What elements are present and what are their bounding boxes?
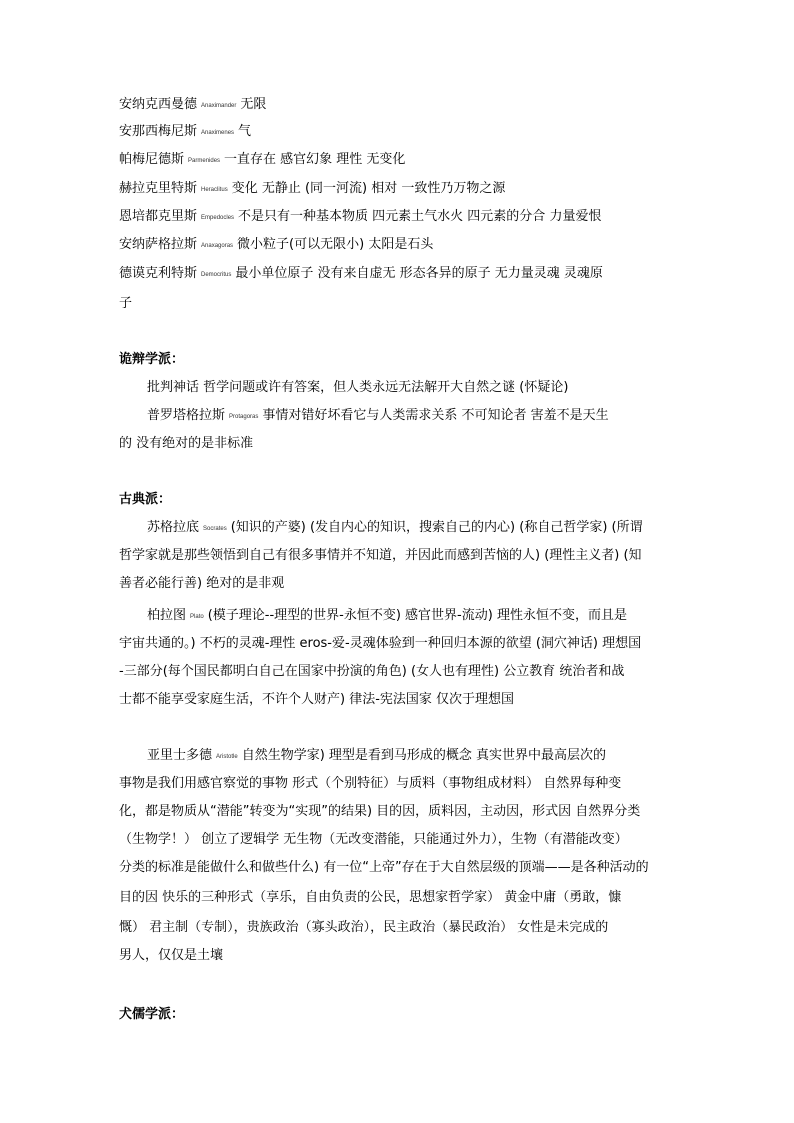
- paragraph-line: 分类的标准是能做什么和做些什么) 有一位“上帝”存在于大自然层级的顶端——是各种活动的: [119, 860, 649, 875]
- paragraph-line: 苏格拉底 Socrates (知识的产婆) (发自内心的知识，搜索自己的内心) (称自己哲学家) (所谓: [147, 520, 643, 535]
- paragraph-line: 普罗塔格拉斯 Protagoras 事情对错好坏看它与人类需求关系 不可知论者 害羞不是天生: [147, 408, 609, 423]
- paragraph-line: 善者必能行善) 绝对的是非观: [119, 576, 285, 591]
- latin-name: Protagoras: [229, 414, 259, 420]
- paragraph-line: 士都不能享受家庭生活，不许个人财产) 律法-宪法国家 仅次于理想国: [119, 692, 515, 707]
- paragraph-line: 宇宙共通的。) 不朽的灵魂-理性 eros-爱-灵魂体验到一种回归本源的欲望 (洞穴神话) 理想国: [119, 636, 642, 651]
- philosopher-line: 安纳萨格拉斯 Anaxagoras 微小粒子(可以无限小) 太阳是石头: [119, 237, 434, 252]
- philosopher-line: 安那西梅尼斯 Anaximenes 气: [119, 124, 252, 139]
- latin-name: Democritus: [201, 272, 232, 278]
- latin-name: Anaximenes: [201, 130, 235, 136]
- philosopher-line: 赫拉克里特斯 Heraclitus 变化 无静止 (同一河流) 相对 一致性乃万物之源: [119, 181, 506, 196]
- latin-name: Heraclitus: [201, 187, 228, 193]
- paragraph-line: （生物学！） 创立了逻辑学 无生物（无改变潜能，只能通过外力），生物（有潜能改变）: [119, 832, 628, 847]
- latin-name: Empedocles: [201, 215, 235, 221]
- philosopher-line: 德谟克利特斯 Democritus 最小单位原子 没有来自虚无 形态各异的原子 无力量灵魂 灵魂原: [119, 266, 603, 281]
- paragraph-line: 目的因 快乐的三种形式（享乐，自由负责的公民，思想家哲学家） 黄金中庸（勇敢，慷: [119, 890, 622, 905]
- section-heading: 犬儒学派：: [119, 1007, 185, 1022]
- section-heading: 诡辩学派：: [119, 352, 185, 367]
- section-heading: 古典派：: [119, 492, 172, 507]
- latin-name: Socrates: [203, 526, 227, 532]
- latin-name: Plato: [190, 614, 204, 620]
- wrapped-line: 子: [119, 296, 133, 311]
- latin-name: Aristotle: [216, 754, 238, 760]
- paragraph-line: 柏拉图 Plato (模子理论--理型的世界-永恒不变) 感官世界-流动) 理性永恒不变，而且是: [147, 608, 627, 623]
- latin-name: Anaximander: [201, 103, 237, 109]
- paragraph-line: 化，都是物质从“潜能”转变为“实现”的结果) 目的因，质料因，主动因，形式因 自然界分类: [119, 804, 641, 819]
- paragraph-line: -三部分(每个国民都明白自己在国家中扮演的角色) (女人也有理性) 公立教育 统治者和战: [119, 664, 625, 679]
- latin-name: Parmenides: [188, 158, 221, 164]
- paragraph-line: 哲学家就是那些领悟到自己有很多事情并不知道，并因此而感到苦恼的人) (理性主义者) (知: [119, 548, 642, 563]
- paragraph-line: 的 没有绝对的是非标准: [119, 436, 254, 451]
- philosopher-line: 安纳克西曼德 Anaximander 无限: [119, 97, 267, 112]
- paragraph-line: 事物是我们用感官察觉的事物 形式（个别特征）与质料（事物组成材料） 自然界每种变: [119, 776, 622, 791]
- paragraph-line: 亚里士多德 Aristotle 自然生物学家) 理型是看到马形成的概念 真实世界中最高层次的: [147, 748, 607, 763]
- paragraph-line: 批判神话 哲学问题或许有答案，但人类永远无法解开大自然之谜 (怀疑论): [147, 380, 569, 395]
- paragraph-line: 慨） 君主制（专制），贵族政治（寡头政治），民主政治（暴民政治） 女性是未完成的: [119, 920, 609, 935]
- paragraph-line: 男人，仅仅是土壤: [119, 948, 224, 963]
- philosopher-line: 帕梅尼德斯 Parmenides 一直存在 感官幻象 理性 无变化: [119, 152, 406, 167]
- latin-name: Anaxagoras: [201, 243, 234, 249]
- philosopher-line: 恩培都克里斯 Empedocles 不是只有一种基本物质 四元素土气水火 四元素的分合 力量爱恨: [119, 209, 602, 224]
